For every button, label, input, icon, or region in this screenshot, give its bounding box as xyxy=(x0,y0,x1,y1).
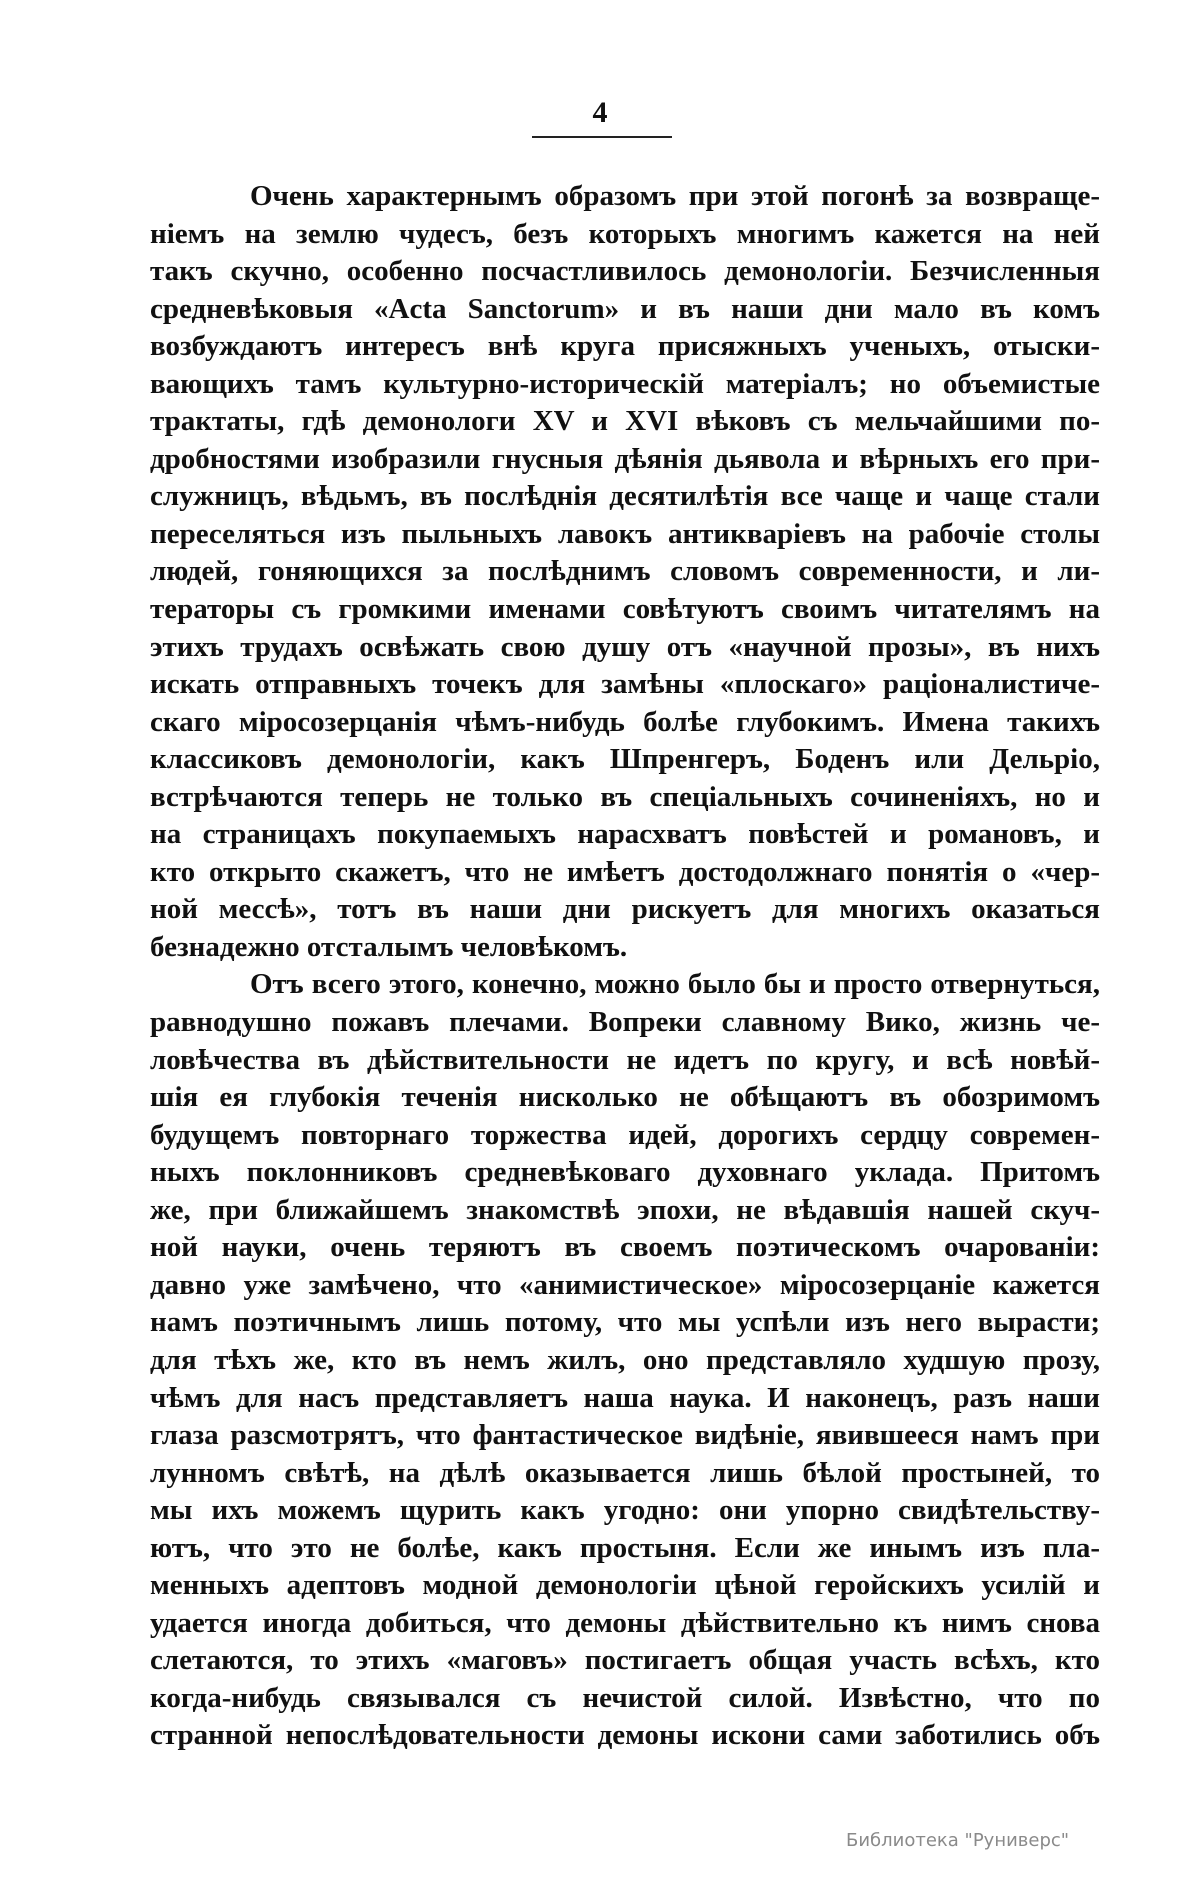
text-line: шія ея глубокія теченія нисколько не обѣщаютъ въ обозримомъ xyxy=(150,1081,1100,1114)
text-line: ютъ, что это не болѣе, какъ простыня. Если же инымъ изъ пла- xyxy=(150,1531,1100,1564)
text-line: глаза разсмотрятъ, что фантастическое видѣніе, явившееся намъ при xyxy=(150,1419,1100,1452)
text-line: дробностями изобразили гнусныя дѣянія дьявола и вѣрныхъ его при- xyxy=(150,442,1100,475)
page-number-rule xyxy=(532,136,672,138)
text-line: Очень характернымъ образомъ при этой погонѣ за возвраще- xyxy=(250,180,1100,212)
text-line: Отъ всего этого, конечно, можно было бы и просто отвернуться, xyxy=(250,968,1100,1001)
text-line: давно уже замѣчено, что «анимистическое» міросозерцаніе кажется xyxy=(150,1268,1100,1301)
text-line: тераторы съ громкими именами совѣтуютъ своимъ читателямъ на xyxy=(150,593,1100,626)
text-line: когда-нибудь связывался съ нечистой силой. Извѣстно, что по xyxy=(150,1681,1100,1714)
text-line: трактаты, гдѣ демонологи XV и XVI вѣковъ съ мельчайшими по- xyxy=(150,405,1100,438)
text-line: этихъ трудахъ освѣжать свою душу отъ «научной прозы», въ нихъ xyxy=(150,630,1100,663)
text-line: лунномъ свѣтѣ, на дѣлѣ оказывается лишь бѣлой простыней, то xyxy=(150,1456,1100,1489)
text-line: возбуждаютъ интересъ внѣ круга присяжныхъ ученыхъ, отыски- xyxy=(150,330,1100,363)
text-line: ной мессѣ», тотъ въ наши дни рискуетъ для многихъ оказаться xyxy=(150,893,1100,926)
text-line: чѣмъ для насъ представляетъ наша наука. И наконецъ, разъ наши xyxy=(150,1381,1100,1414)
paragraph xyxy=(150,966,1100,1754)
text-line: людей, гоняющихся за послѣднимъ словомъ современности, и ли- xyxy=(150,555,1100,588)
text-line: переселяться изъ пыльныхъ лавокъ антикваріевъ на рабочіе столы xyxy=(150,517,1100,550)
text-line: такъ скучно, особенно посчастливилось демонологіи. Безчисленныя xyxy=(150,255,1100,288)
text-line: искать отправныхъ точекъ для замѣны «плоскаго» раціоналистиче- xyxy=(150,668,1100,701)
page-number: 4 xyxy=(592,96,608,129)
text-line: для тѣхъ же, кто въ немъ жилъ, оно представляло худшую прозу, xyxy=(150,1343,1100,1376)
text-line: средневѣковыя «Acta Sanctorum» и въ наши дни мало въ комъ xyxy=(150,292,1100,325)
text-line: равнодушно пожавъ плечами. Вопреки славному Вико, жизнь че- xyxy=(150,1006,1100,1039)
text-line: ніемъ на землю чудесъ, безъ которыхъ многимъ кажется на ней xyxy=(150,217,1100,250)
library-watermark: Библиотека "Руниверс" xyxy=(846,1830,1070,1851)
text-line: слетаются, то этихъ «маговъ» постигаетъ общая участь всѣхъ, кто xyxy=(150,1644,1100,1677)
text-line: намъ поэтичнымъ лишь потому, что мы успѣли изъ него вырасти; xyxy=(150,1306,1100,1339)
text-line: же, при ближайшемъ знакомствѣ эпохи, не вѣдавшія нашей скуч- xyxy=(150,1193,1100,1226)
text-line: скаго міросозерцанія чѣмъ-нибудь болѣе глубокимъ. Имена такихъ xyxy=(150,705,1100,738)
text-line: удается иногда добиться, что демоны дѣйствительно къ нимъ снова xyxy=(150,1606,1100,1639)
text-line: служницъ, вѣдьмъ, въ послѣднія десятилѣтія все чаще и чаще стали xyxy=(150,480,1100,513)
text-line: менныхъ адептовъ модной демонологіи цѣной геройскихъ усилій и xyxy=(150,1569,1100,1602)
text-line: ловѣчества въ дѣйствительности не идетъ по кругу, и всѣ новѣй- xyxy=(150,1043,1100,1076)
text-line: ной науки, очень теряютъ въ своемъ поэтическомъ очарованіи: xyxy=(150,1231,1100,1264)
text-line: на страницахъ покупаемыхъ нарасхватъ повѣстей и романовъ, и xyxy=(150,818,1100,851)
text-line: классиковъ демонологіи, какъ Шпренгеръ, Боденъ или Дельріо, xyxy=(150,743,1100,776)
text-line: вающихъ тамъ культурно-историческій матеріалъ; но объемистые xyxy=(150,367,1100,400)
paragraph xyxy=(150,178,1100,966)
text-line: встрѣчаются теперь не только въ спеціальныхъ сочиненіяхъ, но и xyxy=(150,780,1100,813)
body-text xyxy=(150,178,1100,1755)
text-line: кто открыто скажетъ, что не имѣетъ достодолжнаго понятія о «чер- xyxy=(150,855,1100,888)
text-line: мы ихъ можемъ щурить какъ угодно: они упорно свидѣтельству- xyxy=(150,1494,1100,1527)
text-line: безнадежно отсталымъ человѣкомъ. xyxy=(150,930,628,963)
text-line: странной непослѣдовательности демоны искони сами заботились объ xyxy=(150,1719,1100,1752)
text-line: будущемъ повторнаго торжества идей, дорогихъ сердцу современ- xyxy=(150,1118,1100,1151)
text-line: ныхъ поклонниковъ средневѣковаго духовнаго уклада. Притомъ xyxy=(150,1156,1100,1189)
